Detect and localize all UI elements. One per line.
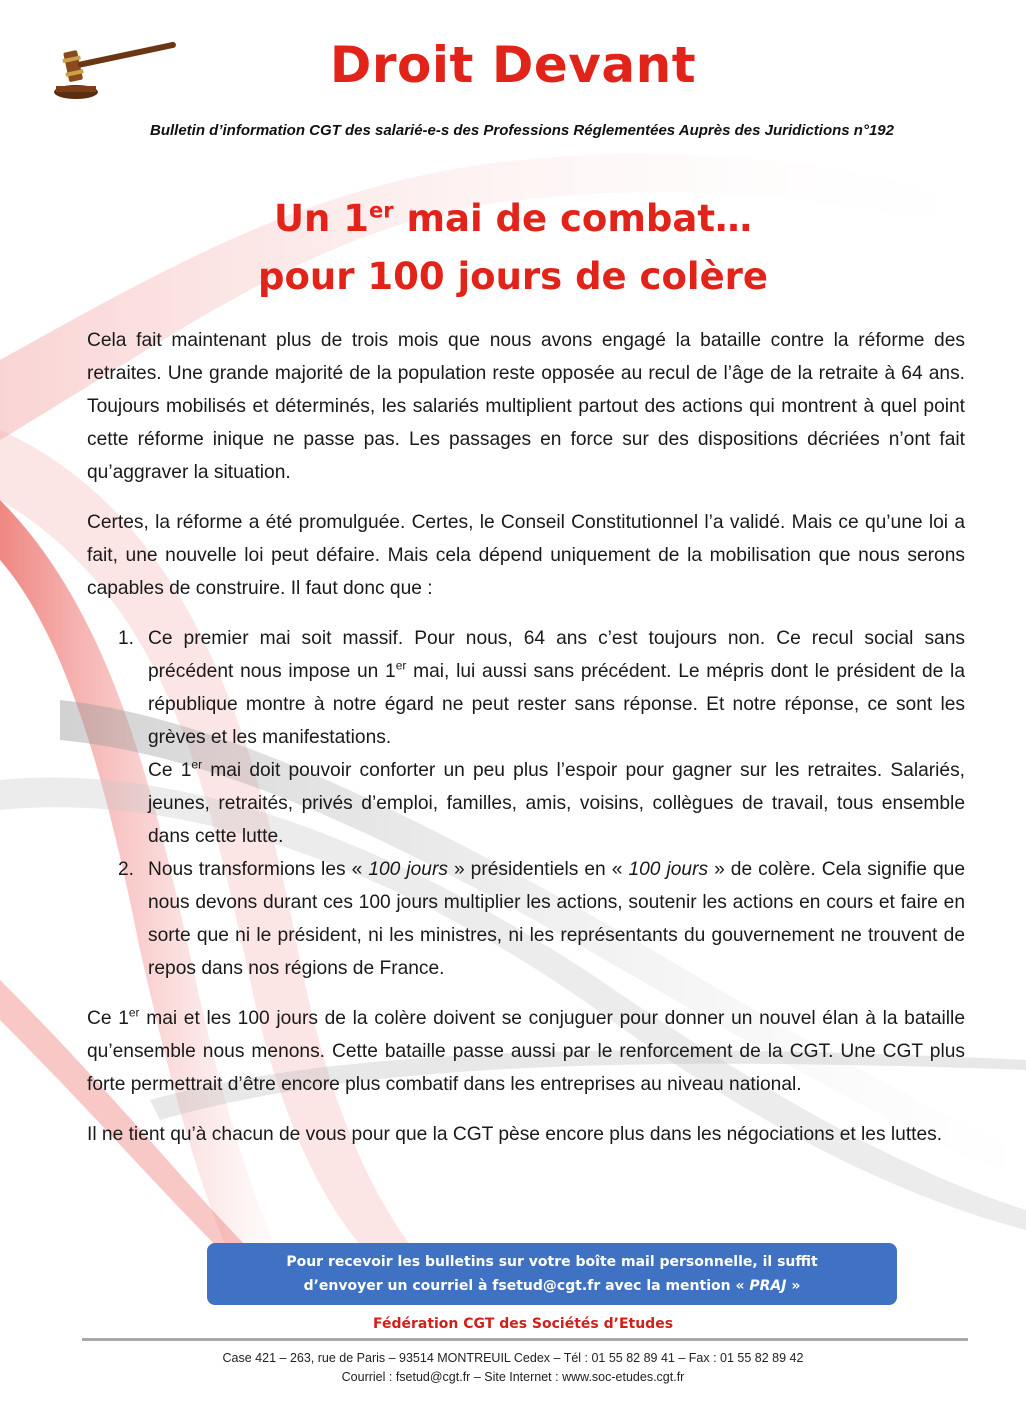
paragraph-4: Il ne tient qu’à chacun de vous pour que la CGT pèse encore plus dans les négociations et les luttes.: [87, 1124, 943, 1145]
notice-line-2: d’envoyer un courriel à fsetud@cgt.fr avec la mention « PRAJ »: [303, 1278, 801, 1294]
footer-address: Case 421 – 263, rue de Paris – 93514 MONTREUIL Cedex – Tél : 01 55 82 89 41 – Fax : 01 55 82 89 42: [222, 1351, 804, 1365]
list-item-text: Ce premier mai soit massif. Pour nous, 64 ans c’est toujours non. Ce recul social sans précédent nous impose un 1er mai, lui aussi sans précédent. Le mépris dont le président de la république montre à notre égard ne peut rester sans réponse. Et notre réponse, ce sont les grèves et les manifestations.: [148, 628, 965, 748]
paragraph-3: Ce 1er mai et les 100 jours de la colère doivent se conjuguer pour donner un nouvel élan à la bataille qu’ensemble nous menons. Cette bataille passe aussi par le renforcement de la CGT. Une CGT plus forte permettrait d’être encore plus combatif dans les entreprises au niveau national.: [87, 1005, 965, 1095]
publication-title: Droit Devant: [329, 36, 697, 94]
article-headline: [0, 190, 1026, 306]
headline-line-2: pour 100 jours de colère: [257, 255, 768, 298]
headline-text: Un 1: [273, 197, 369, 240]
article-body: [87, 324, 965, 1168]
list-number: 1.: [118, 628, 135, 649]
footer-contact: Courriel : fsetud@cgt.fr – Site Internet : www.soc-etudes.cgt.fr: [341, 1370, 685, 1384]
subscription-notice: [207, 1243, 897, 1305]
list-number: 2.: [118, 859, 135, 880]
list-item: [87, 853, 965, 985]
notice-line-1: Pour recevoir les bulletins sur votre boîte mail personnelle, il suffit: [286, 1254, 818, 1270]
paragraph-1: Cela fait maintenant plus de trois mois que nous avons engagé la bataille contre la réforme des retraites. Une grande majorité de la population reste opposée au recul de l’âge de la retraite à 64 ans. Toujours mobilisés et déterminés, les salariés multiplient partout des actions qui montrent à quel point cette réforme inique ne passe pas. Les passages en force sur des dispositions décriées n’ont fait qu’aggraver la situation.: [87, 330, 965, 483]
footer-divider: [82, 1338, 968, 1341]
list-item-text: Ce 1er mai doit pouvoir conforter un peu plus l’espoir pour gagner sur les retraites. Salariés, jeunes, retraités, privés d’emploi, familles, amis, voisins, collègues de travail, tous ensemble dans cette lutte.: [148, 757, 966, 847]
headline-superscript: er: [368, 198, 394, 223]
list-item-text: Nous transformions les « 100 jours » présidentiels en « 100 jours » de colère. Cela signifie que nous devons durant ces 100 jours multiplier les actions, soutenir les actions en cours et faire en sorte que ni le président, ni les ministres, ni les représentants du gouvernement ne trouvent de repos dans nos régions de France.: [148, 859, 966, 979]
numbered-list: [87, 622, 965, 985]
list-item: [87, 622, 965, 853]
headline-line-1: [0, 190, 1026, 248]
paragraph-2: Certes, la réforme a été promulguée. Certes, le Conseil Constitutionnel l’a validé. Mais ce qu’une loi a fait, une nouvelle loi peut défaire. Mais cela dépend uniquement de la mobilisation que nous serons capables de construire. Il faut donc que :: [87, 512, 965, 599]
federation-name: Fédération CGT des Sociétés d’Etudes: [372, 1316, 674, 1332]
headline-text: mai de combat…: [393, 197, 753, 240]
bulletin-subtitle: Bulletin d’information CGT des salarié-e-s des Professions Réglementées Auprès des Juridictions n°192: [150, 122, 894, 139]
